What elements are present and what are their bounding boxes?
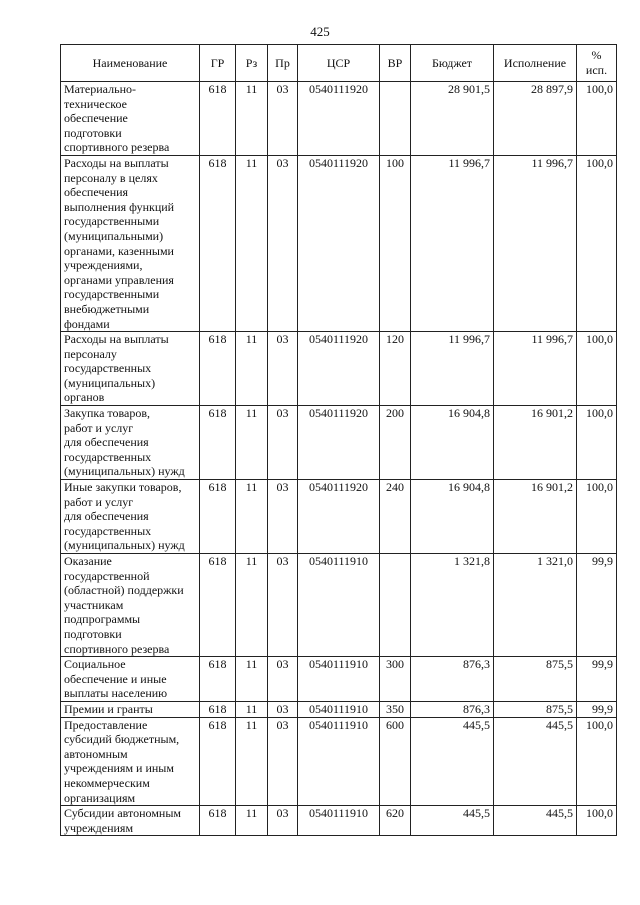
- row-percent: 100,0: [577, 406, 617, 480]
- table-row: [61, 480, 617, 554]
- row-csr: 0540111920: [298, 332, 380, 406]
- row-budget: 16 904,8: [411, 406, 494, 480]
- header-percent: [577, 45, 617, 82]
- row-pr: 03: [268, 332, 298, 406]
- row-name: Оказание государственной (областной) поддержки участникам подпрограммы подготовки спортивного резерва: [61, 554, 200, 657]
- row-vr: 600: [380, 717, 411, 806]
- row-csr: 0540111910: [298, 806, 380, 836]
- row-execution: 16 901,2: [494, 480, 577, 554]
- header-csr: ЦСР: [298, 45, 380, 82]
- row-name: Расходы на выплаты персоналу государственных (муниципальных) органов: [61, 332, 200, 406]
- row-rz: 11: [236, 554, 268, 657]
- table-row: [61, 554, 617, 657]
- row-percent: 100,0: [577, 155, 617, 331]
- table-row: [61, 701, 617, 717]
- row-vr: 350: [380, 701, 411, 717]
- row-rz: 11: [236, 406, 268, 480]
- row-budget: 876,3: [411, 701, 494, 717]
- row-name: Социальное обеспечение и иные выплаты населению: [61, 657, 200, 702]
- row-csr: 0540111910: [298, 701, 380, 717]
- row-rz: 11: [236, 82, 268, 156]
- row-pr: 03: [268, 806, 298, 836]
- row-gr: 618: [200, 480, 236, 554]
- row-name: Субсидии автономным учреждениям: [61, 806, 200, 836]
- row-execution: 445,5: [494, 717, 577, 806]
- row-vr: 100: [380, 155, 411, 331]
- row-budget: 11 996,7: [411, 332, 494, 406]
- row-execution: 11 996,7: [494, 332, 577, 406]
- row-rz: 11: [236, 155, 268, 331]
- row-pr: 03: [268, 480, 298, 554]
- table-row: [61, 332, 617, 406]
- row-rz: 11: [236, 806, 268, 836]
- row-csr: 0540111910: [298, 657, 380, 702]
- header-percent-label: исп.: [585, 63, 608, 77]
- row-gr: 618: [200, 155, 236, 331]
- row-gr: 618: [200, 717, 236, 806]
- row-csr: 0540111910: [298, 717, 380, 806]
- row-execution: 28 897,9: [494, 82, 577, 156]
- row-pr: 03: [268, 701, 298, 717]
- table-row: [61, 155, 617, 331]
- header-pr: Пр: [268, 45, 298, 82]
- row-budget: 445,5: [411, 806, 494, 836]
- row-rz: 11: [236, 717, 268, 806]
- row-pr: 03: [268, 155, 298, 331]
- row-gr: 618: [200, 657, 236, 702]
- row-vr: 620: [380, 806, 411, 836]
- row-budget: 445,5: [411, 717, 494, 806]
- row-percent: 99,9: [577, 554, 617, 657]
- row-gr: 618: [200, 332, 236, 406]
- row-budget: 1 321,8: [411, 554, 494, 657]
- row-percent: 99,9: [577, 701, 617, 717]
- row-execution: 1 321,0: [494, 554, 577, 657]
- row-rz: 11: [236, 332, 268, 406]
- table-header-row: [61, 45, 617, 82]
- row-gr: 618: [200, 701, 236, 717]
- row-rz: 11: [236, 701, 268, 717]
- row-budget: 16 904,8: [411, 480, 494, 554]
- row-budget: 28 901,5: [411, 82, 494, 156]
- header-execution: Исполнение: [494, 45, 577, 82]
- row-vr: [380, 82, 411, 156]
- row-pr: 03: [268, 657, 298, 702]
- row-execution: 11 996,7: [494, 155, 577, 331]
- header-gr: ГР: [200, 45, 236, 82]
- row-rz: 11: [236, 480, 268, 554]
- row-csr: 0540111920: [298, 480, 380, 554]
- row-gr: 618: [200, 82, 236, 156]
- row-name: Иные закупки товаров, работ и услуг для обеспечения государственных (муниципальных) нужд: [61, 480, 200, 554]
- row-percent: 100,0: [577, 717, 617, 806]
- row-vr: 300: [380, 657, 411, 702]
- row-gr: 618: [200, 554, 236, 657]
- table-row: [61, 806, 617, 836]
- row-execution: 16 901,2: [494, 406, 577, 480]
- table-row: [61, 82, 617, 156]
- row-percent: 100,0: [577, 82, 617, 156]
- row-budget: 876,3: [411, 657, 494, 702]
- header-name: Наименование: [61, 45, 200, 82]
- row-pr: 03: [268, 406, 298, 480]
- header-percent-sign: %: [591, 48, 602, 63]
- row-csr: 0540111920: [298, 406, 380, 480]
- row-pr: 03: [268, 82, 298, 156]
- row-vr: 200: [380, 406, 411, 480]
- page-number: 425: [310, 24, 330, 39]
- row-name: Расходы на выплаты персоналу в целях обеспечения выполнения функций государственными (муниципальными) органами, казенными учреждениями, органами управления государственными внебюджетными фондами: [61, 155, 200, 331]
- row-execution: 875,5: [494, 657, 577, 702]
- row-vr: [380, 554, 411, 657]
- row-pr: 03: [268, 554, 298, 657]
- row-csr: 0540111920: [298, 82, 380, 156]
- row-percent: 100,0: [577, 332, 617, 406]
- row-execution: 445,5: [494, 806, 577, 836]
- row-percent: 100,0: [577, 806, 617, 836]
- row-name: Материально- техническое обеспечение подготовки спортивного резерва: [61, 82, 200, 156]
- row-budget: 11 996,7: [411, 155, 494, 331]
- row-csr: 0540111920: [298, 155, 380, 331]
- header-vr: ВР: [380, 45, 411, 82]
- row-name: Премии и гранты: [61, 701, 200, 717]
- row-vr: 120: [380, 332, 411, 406]
- row-gr: 618: [200, 806, 236, 836]
- header-budget: Бюджет: [411, 45, 494, 82]
- row-vr: 240: [380, 480, 411, 554]
- row-execution: 875,5: [494, 701, 577, 717]
- budget-table: [60, 44, 617, 836]
- row-name: Предоставление субсидий бюджетным, автономным учреждениям и иным некоммерческим организациям: [61, 717, 200, 806]
- table-row: [61, 717, 617, 806]
- row-rz: 11: [236, 657, 268, 702]
- table-row: [61, 406, 617, 480]
- row-percent: 100,0: [577, 480, 617, 554]
- row-gr: 618: [200, 406, 236, 480]
- row-name: Закупка товаров, работ и услуг для обеспечения государственных (муниципальных) нужд: [61, 406, 200, 480]
- row-csr: 0540111910: [298, 554, 380, 657]
- table-row: [61, 657, 617, 702]
- row-percent: 99,9: [577, 657, 617, 702]
- header-rz: Рз: [236, 45, 268, 82]
- table-body: [61, 82, 617, 836]
- row-pr: 03: [268, 717, 298, 806]
